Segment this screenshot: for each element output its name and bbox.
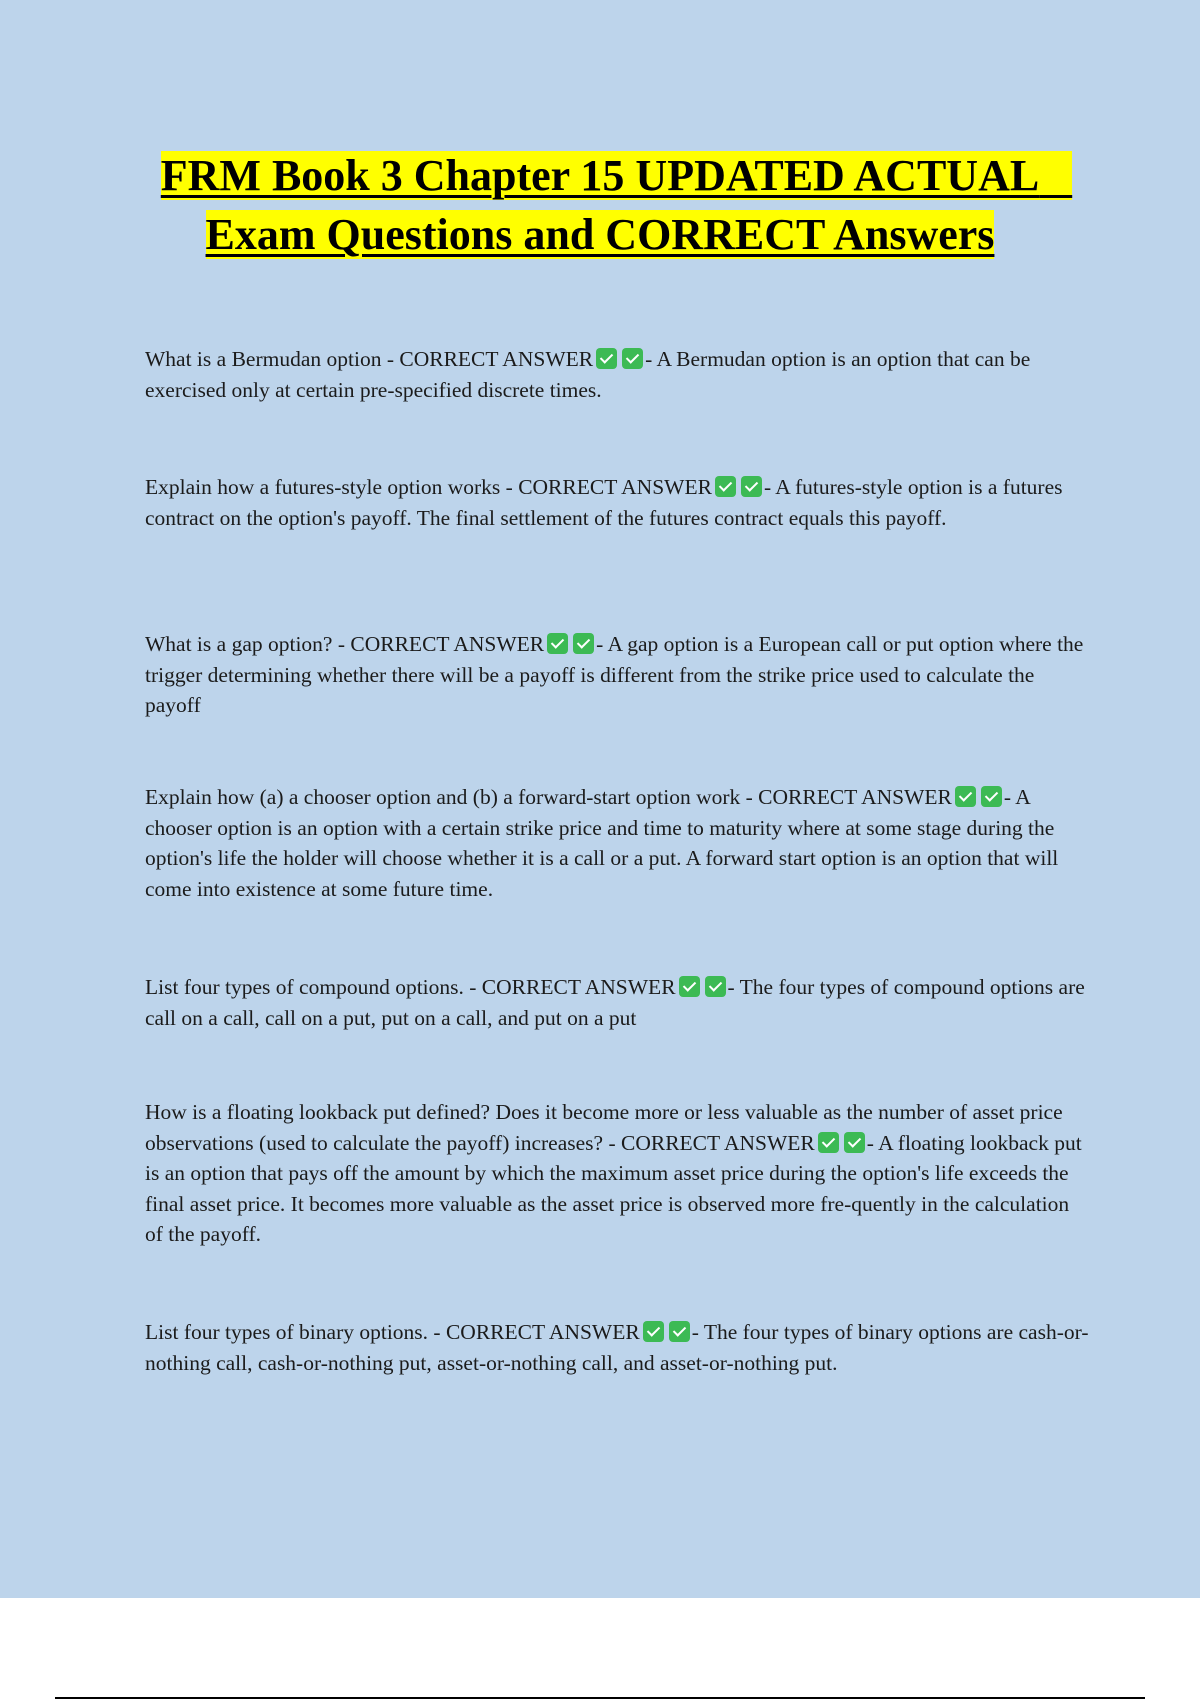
check-mark-icon [669, 1321, 690, 1342]
qa-entry [145, 344, 1090, 405]
answer-text: - A futures-style option is a futures contract on the option's payoff. The final settlement of the futures contract equals this payoff. [145, 475, 1063, 530]
question-text: What is a Bermudan option - CORRECT ANSWER [145, 347, 594, 371]
document-title: FRM Book 3 Chapter 15 UPDATED ACTUAL Exam Questions and CORRECT Answers [160, 151, 1073, 259]
check-mark-icon [818, 1132, 839, 1153]
answer-text: - A floating lookback put is an option that pays off the amount by which the maximum asset price during the option's life exceeds the final asset price. It becomes more valuable as the asset price is observed more fre-quently in the calculation of the payoff. [145, 1130, 1082, 1246]
title-block [100, 146, 1100, 264]
check-mark-icon [622, 348, 643, 369]
question-text: List four types of compound options. - CORRECT ANSWER [145, 975, 676, 999]
answer-text: - The four types of binary options are cash-or-nothing call, cash-or-nothing put, asset-or-nothing call, and asset-or-nothing put. [145, 1320, 1089, 1375]
check-mark-icon [981, 786, 1002, 807]
check-mark-icon [715, 476, 736, 497]
qa-entry [145, 972, 1090, 1033]
qa-entry [145, 782, 1090, 904]
qa-entry [145, 1097, 1090, 1250]
answer-text: - The four types of compound options are call on a call, call on a put, put on a call, and put on a put [145, 975, 1085, 1030]
answer-text: - A chooser option is an option with a certain strike price and time to maturity where at some stage during the option's life the holder will choose whether it is a call or a put. A forward start option is an option that will come into existence at some future time. [145, 785, 1059, 901]
qa-entry [145, 472, 1090, 533]
check-mark-icon [955, 786, 976, 807]
check-mark-icon [679, 976, 700, 997]
question-text: What is a gap option? - CORRECT ANSWER [145, 632, 545, 656]
check-mark-icon [844, 1132, 865, 1153]
check-mark-icon [573, 633, 594, 654]
qa-entry [145, 629, 1090, 721]
check-mark-icon [596, 348, 617, 369]
question-text: List four types of binary options. - CORRECT ANSWER [145, 1320, 640, 1344]
check-mark-icon [705, 976, 726, 997]
question-text: Explain how (a) a chooser option and (b) a forward-start option work - CORRECT ANSWER [145, 785, 952, 809]
answer-text: - A gap option is a European call or put option where the trigger determining whether there will be a payoff is different from the strike price used to calculate the payoff [145, 632, 1084, 717]
question-text: Explain how a futures-style option works - CORRECT ANSWER [145, 475, 712, 499]
question-text: How is a floating lookback put defined? Does it become more or less valuable as the number of asset price observations (used to calculate the payoff) increases? - CORRECT ANSWER [145, 1100, 1063, 1155]
check-mark-icon [643, 1321, 664, 1342]
check-mark-icon [741, 476, 762, 497]
qa-entry [145, 1317, 1090, 1378]
bottom-divider [55, 1697, 1145, 1699]
check-mark-icon [547, 633, 568, 654]
answer-text: - A Bermudan option is an option that can be exercised only at certain pre-specified discrete times. [145, 347, 1031, 402]
